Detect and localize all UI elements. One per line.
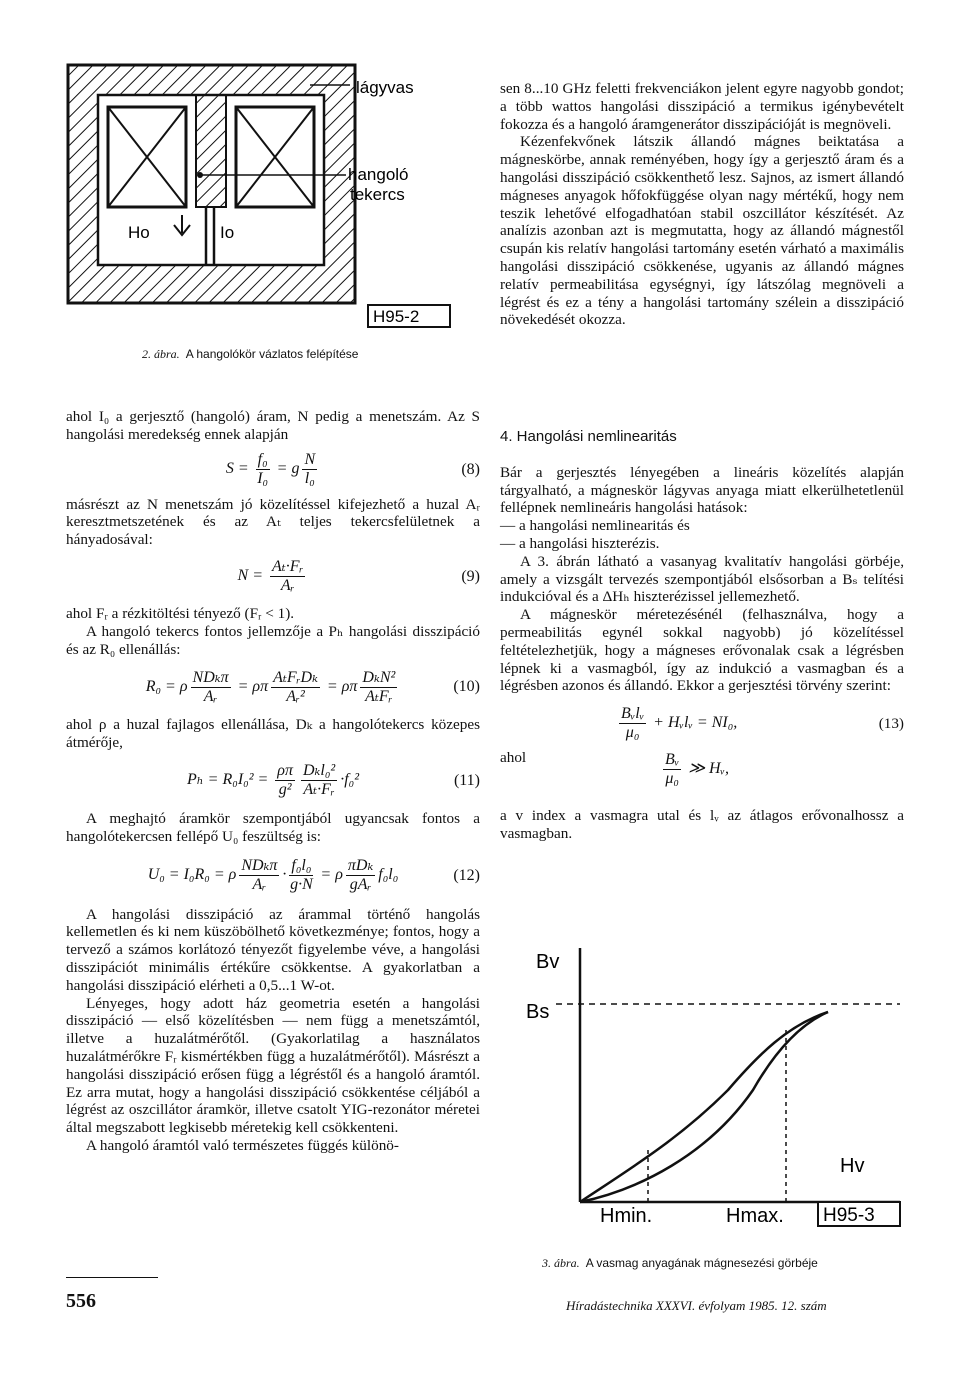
label-io: Io xyxy=(220,223,235,242)
paragraph: A mágneskör méretezésénél (felhasználva, hogy a permeabilitás egynél sokkal nagyobb) jó közelítéssel feltételezhetjük, hogy a mágneses erővonalak csak a légrésben lépnek ki a vasmagból, így az indukció a vasmagban és a légrésben azonos és állandó. Ekkor a gerjesztési törvény szerint: xyxy=(500,606,904,695)
figure-3-diagram xyxy=(508,940,906,1230)
equation-9: N = $\frac{\text{Aₜ·Fᵣ}}{\text{Aᵣ}}$ (9) xyxy=(237,558,480,595)
figure-2-caption-text: A hangolókör vázlatos felépítése xyxy=(185,347,359,361)
axis-label-hmax: Hmax. xyxy=(726,1205,784,1227)
axis-label-hmin: Hmin. xyxy=(600,1205,653,1227)
figure-3-caption-text: A vasmag anyagának mágnesezési görbéje xyxy=(585,1256,818,1270)
list-item: — a hangolási hiszterézis. xyxy=(500,534,660,552)
list-item: — a hangolási nemlinearitás és xyxy=(500,517,690,535)
label-hangolo: hangoló xyxy=(348,165,409,184)
figure-2-caption-num: 2. ábra. xyxy=(142,347,180,361)
equation-12: U₀ = I₀R₀ = ρ $\frac{\text{NDₖπ}}{\text{Aᵣ}}$ · $\frac{\text{f₀l₀}}{g\cdot N}$ = ρ $\frac{\text{πDₖ}}{\text{gAᵣ}}$ f₀l₀ (12) xyxy=(147,857,480,894)
equation-10: R₀ = ρ $\frac{\text{NDₖπ}}{\text{Aᵣ}}$ = ρπ $\frac{\text{AₜFᵣDₖ}}{\text{Aᵣ²}}$ = ρπ $\frac{\text{DₖN²}}{\text{AₜFᵣ}}$ (10) xyxy=(145,668,480,705)
paragraph: Lényeges, hogy adott ház geometria esetén a hangolási disszipáció — első közelítésben — nem függ a menetszámtól, illetve a huzalátmérőtől. (Gyakorlatilag a használatos huzalátmérőkre Fᵣ kismértékben függ a huzalátmérőtől). Másrészt a hangolási disszipáció erősen függ a légréstől és a hangoló áramtól. Ez arra mutat, hogy a hangolási disszipáció csökkentése céljából a légrést az oszcillátor áramkör, illetve csatolt YIG-rezonátor méretei által megszabott legkisebb méretekig kell csökkenteni. xyxy=(66,994,480,1137)
paragraph: A hangoló áramtól való természetes függés különö- xyxy=(86,1136,399,1154)
top-right-text xyxy=(500,80,904,329)
figure-2-diagram xyxy=(60,55,460,355)
right-column xyxy=(500,428,904,843)
paragraph: másrészt az N menetszám jó közelítéssel kifejezhető a huzal Aᵣ keresztmetszetének és az Aₜ teljes tekercsfelületnek a hányadosával: xyxy=(66,495,480,549)
equation-13b: $\frac{\text{Bᵥ}}{\text{μ₀}}$ ≫ Hᵥ, xyxy=(665,751,730,788)
paragraph: a v index a vasmagra utal és lᵥ az átlagos erővonalhossz a vasmagban. xyxy=(500,807,904,842)
journal-footer: Híradástechnika XXXVI. évfolyam 1985. 12. szám xyxy=(566,1298,827,1313)
label-ho: Ho xyxy=(128,223,150,242)
equation-number: (11) xyxy=(453,772,480,790)
axis-label-hv: Hv xyxy=(840,1155,865,1177)
equation-8: S = $\frac{\text{f₀}}{\text{I₀}}$ = g $\frac{N}{\text{l₀}}$ (8) xyxy=(225,451,480,488)
axis-label-bv: Bv xyxy=(536,951,560,973)
label-tekercs: tekercs xyxy=(350,185,405,204)
figure-3-code: H95-3 xyxy=(823,1205,875,1226)
axis-label-bs: Bs xyxy=(526,1001,550,1023)
label-lagyvas: lágyvas xyxy=(356,78,414,97)
paragraph: A hangoló tekercs fontos jellemzője a Pₕ hangolási disszipáció és az R₀ ellenállás: xyxy=(66,622,480,658)
paragraph: Kézenfekvőnek látszik állandó mágnes beiktatása a mágneskörbe, annak reményében, hogy így a gerjesztő áram és a hangolási disszipáció csökkenthető lesz. Sajnos, az ismert állandó mágneses anyagok hőfokfüggése olyan nagy mértékű, hogy nem teszik lehetővé elfogadhatóan stabil oszcillátor készítését. Az analízis azonban azt is megmutatta, hogy az állandó mágnestől csupán kis relatív hangolási tartomány esetén várható a maximális hangolási disszipáció csökkenése, ugyanis az állandó mágnes relatív permeabilitása egységnyi, így látszólag megnöveli a légrést és ez a tény a hangolási tartomány szélein a disszipáció növekedését okozza. xyxy=(500,133,904,329)
equation-number: (10) xyxy=(453,678,480,696)
figure-2-code: H95-2 xyxy=(373,307,420,326)
paragraph: ahol ρ a huzal fajlagos ellenállása, Dₖ a hangolótekercs közepes átmérője, xyxy=(66,716,480,752)
left-column xyxy=(66,408,480,1155)
page-number: 556 xyxy=(66,1290,96,1312)
equation-number: (12) xyxy=(453,866,480,884)
figure-2-caption xyxy=(142,347,358,362)
paragraph: A meghajtó áramkör szempontjából ugyancsak fontos a hangolótekercsen fellépő U₀ feszültség is: xyxy=(66,809,480,845)
paragraph: A hangolási disszipáció az árammal történő hangolás kellemetlen és ki nem küszöbölhető következménye; fontos, hogy a tervező a számos korlátozó tényezőt figyelembe véve, a hangolási disszipációt minimális értékűre csökkentse. A gyakorlatban a hangolási disszipáció elérheti a 0,5...1 W-ot. xyxy=(66,905,480,994)
paragraph: sen 8...10 GHz feletti frekvenciákon jelent egyre nagyobb gondot; a több wattos hangolási disszipáció a termikus igénybevételt fokozza és a hangoló áramgenerátor disszipációját is megnöveli. xyxy=(500,80,904,133)
ahol-label: ahol xyxy=(500,749,527,767)
equation-number: (9) xyxy=(461,568,480,586)
paragraph: A 3. ábrán látható a vasanyag kvalitatív hangolási görbéje, amely a vizsgált tervezés szempontjából elsősorban a Bₛ telítési indukcióval és a ΔHₕ hiszterézissel jellemezhető. xyxy=(500,552,904,606)
figure-3-caption xyxy=(542,1256,818,1271)
equation-11: Pₕ = R₀I₀² = $\frac{\rho\pi}{\text{g²}}$ $\frac{\text{Dₖl₀²}}{\text{Aₜ·Fᵣ}}$ ·f₀² (11) xyxy=(186,762,480,799)
paragraph: Bár a gerjesztés lényegében a lineáris közelítés alapján tárgyalható, a mágneskör lágyvas anyaga miatt elkerülhetetlenül fellépnek nemlineáris hangolási hatások: xyxy=(500,463,904,517)
equation-number: (8) xyxy=(461,460,480,478)
equation-13-block xyxy=(500,699,904,807)
equation-number: (13) xyxy=(878,715,904,733)
footnote-rule xyxy=(66,1277,158,1278)
paragraph: ahol I₀ a gerjesztő (hangoló) áram, N pedig a menetszám. Az S hangolási meredekség ennek alapján xyxy=(66,408,480,443)
equation-13: $\frac{\text{Bᵥlᵥ}}{\text{μ₀}}$ + Hᵥlᵥ = NI₀, xyxy=(621,705,738,742)
paragraph: ahol Fᵣ a rézkitöltési tényező (Fᵣ < 1). xyxy=(66,604,295,622)
section-heading: 4. Hangolási nemlinearitás xyxy=(500,428,677,445)
figure-3-caption-num: 3. ábra. xyxy=(542,1256,580,1270)
